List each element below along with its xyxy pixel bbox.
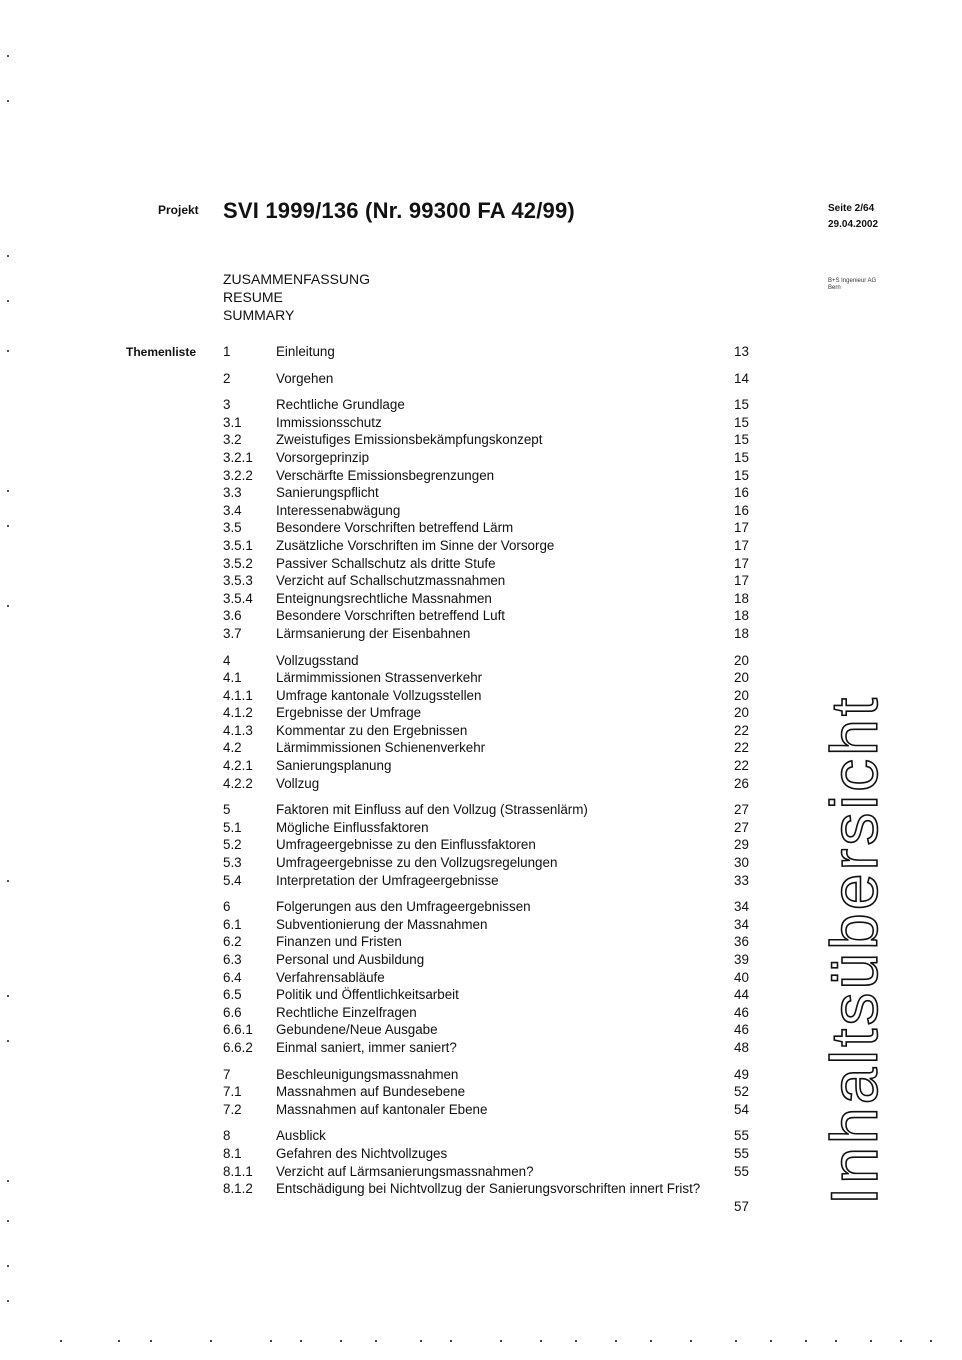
scan-dot bbox=[650, 1340, 652, 1342]
toc-entry-page: 20 bbox=[734, 670, 749, 686]
scan-dot bbox=[7, 55, 9, 57]
scan-dot bbox=[300, 1340, 302, 1342]
toc-entry-title: Enteignungsrechtliche Massnahmen bbox=[276, 590, 492, 606]
toc-entry bbox=[223, 537, 763, 555]
toc-entry bbox=[223, 431, 763, 449]
toc-entry bbox=[223, 1021, 763, 1039]
toc-entry-number: 3.6 bbox=[223, 608, 242, 624]
document-title: SVI 1999/136 (Nr. 99300 FA 42/99) bbox=[223, 198, 575, 223]
toc-entry-title: Ausblick bbox=[276, 1128, 326, 1144]
toc-entry-page: 57 bbox=[734, 1198, 749, 1214]
toc-entry-title: Ergebnisse der Umfrage bbox=[276, 705, 422, 721]
toc-entry-page: 34 bbox=[734, 916, 749, 932]
scan-dot bbox=[770, 1340, 772, 1342]
toc-entry-number: 6.1 bbox=[223, 916, 242, 932]
toc-entry bbox=[223, 933, 763, 951]
toc-entry-number: 3.5.1 bbox=[223, 537, 253, 553]
toc-entry-number: 4.1.3 bbox=[223, 722, 253, 738]
toc-entry-page: 52 bbox=[734, 1084, 749, 1100]
toc-entry-page: 55 bbox=[734, 1163, 749, 1179]
scan-dot bbox=[735, 1340, 737, 1342]
toc-entry-number: 4 bbox=[223, 652, 231, 668]
toc-entry-title: Verfahrensabläufe bbox=[276, 969, 385, 985]
toc-entry-page: 17 bbox=[734, 555, 749, 571]
heading-summary: SUMMARY bbox=[223, 307, 295, 323]
scan-dot bbox=[870, 1340, 872, 1342]
toc-entry bbox=[223, 969, 763, 987]
toc-entry bbox=[223, 467, 763, 485]
toc-entry-title: Zusätzliche Vorschriften im Sinne der Vorsorge bbox=[276, 537, 555, 553]
scan-dot bbox=[7, 1265, 9, 1267]
toc-entry-page: 15 bbox=[734, 467, 749, 483]
toc-entry-page: 26 bbox=[734, 775, 749, 791]
scan-dot bbox=[930, 1340, 932, 1342]
toc-entry-title: Rechtliche Grundlage bbox=[276, 397, 405, 413]
toc-entry-number: 8.1 bbox=[223, 1145, 242, 1161]
toc-entry-page: 17 bbox=[734, 573, 749, 589]
toc-entry bbox=[223, 449, 763, 467]
toc-entry-title: Umfrage kantonale Vollzugsstellen bbox=[276, 687, 482, 703]
toc-entry-page: 22 bbox=[734, 758, 749, 774]
scan-dot bbox=[540, 1340, 542, 1342]
toc-entry bbox=[223, 652, 763, 670]
toc-entry bbox=[223, 396, 763, 414]
toc-entry-number: 3.5.2 bbox=[223, 555, 253, 571]
toc-entry-title: Gebundene/Neue Ausgabe bbox=[276, 1022, 438, 1038]
toc-entry bbox=[223, 519, 763, 537]
toc-entry-number: 3.2 bbox=[223, 432, 242, 448]
toc-entry-title: Sanierungspflicht bbox=[276, 485, 379, 501]
toc-entry-title: Folgerungen aus den Umfrageergebnissen bbox=[276, 899, 531, 915]
toc-entry-number: 6.6 bbox=[223, 1004, 242, 1020]
toc-entry bbox=[223, 986, 763, 1004]
toc-entry-page: 16 bbox=[734, 485, 749, 501]
toc-entry bbox=[223, 916, 763, 934]
scan-dot bbox=[7, 1300, 9, 1302]
toc-entry bbox=[223, 898, 763, 916]
scan-dot bbox=[7, 525, 9, 527]
toc-entry bbox=[223, 625, 763, 643]
toc-entry-page: 16 bbox=[734, 502, 749, 518]
toc-entry bbox=[223, 1101, 763, 1119]
toc-entry-page: 27 bbox=[734, 802, 749, 818]
toc-entry-page: 15 bbox=[734, 414, 749, 430]
toc-entry-number: 3.2.1 bbox=[223, 449, 253, 465]
toc-entry-number: 6 bbox=[223, 899, 231, 915]
toc-entry-number: 5.1 bbox=[223, 819, 242, 835]
toc-entry-title: Lärmimmissionen Schienenverkehr bbox=[276, 740, 486, 756]
toc-entry-title: Subventionierung der Massnahmen bbox=[276, 916, 488, 932]
toc-entry-number: 2 bbox=[223, 370, 231, 386]
toc-entry-number: 6.2 bbox=[223, 934, 242, 950]
toc-entry-number: 4.2.1 bbox=[223, 758, 253, 774]
toc-entry bbox=[223, 343, 763, 361]
toc-entry bbox=[223, 1083, 763, 1101]
toc-entry-title: Vorsorgeprinzip bbox=[276, 449, 370, 465]
toc-entry-page: 15 bbox=[734, 397, 749, 413]
toc-entry-title: Mögliche Einflussfaktoren bbox=[276, 819, 429, 835]
scan-dot bbox=[7, 350, 9, 352]
toc-entry-page: 54 bbox=[734, 1101, 749, 1117]
toc-entry-page: 13 bbox=[734, 344, 749, 359]
scan-dot bbox=[420, 1340, 422, 1342]
toc-entry-page: 18 bbox=[734, 625, 749, 641]
toc-entry-page: 44 bbox=[734, 987, 749, 1003]
toc-entry-title: Vollzugsstand bbox=[276, 652, 359, 668]
scan-dot bbox=[7, 880, 9, 882]
toc-entry-page: 29 bbox=[734, 837, 749, 853]
toc-entry-number: 1 bbox=[223, 344, 231, 359]
firm-block bbox=[828, 278, 876, 292]
toc-entry-number: 3 bbox=[223, 397, 231, 413]
toc-entry-title: Beschleunigungsmassnahmen bbox=[276, 1066, 459, 1082]
scan-dot bbox=[500, 1340, 502, 1342]
toc-entry bbox=[223, 819, 763, 837]
toc-entry-title: Einmal saniert, immer saniert? bbox=[276, 1039, 457, 1055]
toc-entry-title: Entschädigung bei Nichtvollzug der Sanierungsvorschriften innert Frist? bbox=[276, 1181, 701, 1197]
toc-entry-title: Besondere Vorschriften betreffend Luft bbox=[276, 608, 506, 624]
toc-entry bbox=[223, 414, 763, 432]
toc-entry-title: Verzicht auf Schallschutzmassnahmen bbox=[276, 573, 506, 589]
toc-entry-page: 46 bbox=[734, 1022, 749, 1038]
vertical-title: Inhaltsübersicht bbox=[817, 694, 891, 1206]
toc-entry-number: 4.1 bbox=[223, 670, 242, 686]
document-date: 29.04.2002 bbox=[828, 219, 879, 230]
toc-entry-title: Einleitung bbox=[276, 344, 335, 359]
toc-entry-page: 33 bbox=[734, 872, 749, 888]
toc-entry bbox=[223, 590, 763, 608]
toc-entry-number: 6.4 bbox=[223, 969, 242, 985]
toc-entry-number: 4.1.1 bbox=[223, 687, 253, 703]
toc-entry bbox=[223, 951, 763, 969]
toc-entry-page: 14 bbox=[734, 370, 749, 386]
toc-entry-title: Verschärfte Emissionsbegrenzungen bbox=[276, 467, 495, 483]
toc-entry-title: Massnahmen auf Bundesebene bbox=[276, 1084, 466, 1100]
toc-entry-page: 34 bbox=[734, 899, 749, 915]
toc-entry-title: Umfrageergebnisse zu den Vollzugsregelungen bbox=[276, 855, 558, 871]
toc-entry-title: Faktoren mit Einfluss auf den Vollzug (Strassenlärm) bbox=[276, 802, 588, 818]
page-info bbox=[828, 201, 878, 233]
toc-entry-number: 8 bbox=[223, 1128, 231, 1144]
toc-entry-page: 55 bbox=[734, 1128, 749, 1144]
toc-entry-number: 5.4 bbox=[223, 872, 242, 888]
toc-entry-title: Interessenabwägung bbox=[276, 502, 401, 518]
toc-entry bbox=[223, 1066, 763, 1084]
scan-dot bbox=[7, 100, 9, 102]
toc-entry-page: 18 bbox=[734, 590, 749, 606]
toc-entry-title: Vorgehen bbox=[276, 370, 334, 386]
toc-entry bbox=[223, 555, 763, 573]
scan-dot bbox=[7, 300, 9, 302]
toc-entry-page: 46 bbox=[734, 1004, 749, 1020]
toc-entry bbox=[223, 854, 763, 872]
toc-entry bbox=[223, 607, 763, 625]
toc-entry bbox=[223, 1145, 763, 1163]
toc-entry-number: 3.1 bbox=[223, 414, 242, 430]
toc-entry-number: 3.5 bbox=[223, 520, 242, 536]
toc-entry-number: 3.4 bbox=[223, 502, 242, 518]
scan-dot bbox=[7, 1180, 9, 1182]
toc-entry bbox=[223, 370, 763, 388]
toc-entry-title: Rechtliche Einzelfragen bbox=[276, 1004, 417, 1020]
project-label: Projekt bbox=[158, 203, 199, 217]
toc-entry bbox=[223, 1180, 763, 1215]
toc-entry bbox=[223, 1127, 763, 1145]
toc-entry-number: 4.1.2 bbox=[223, 705, 253, 721]
heading-zusammenfassung: ZUSAMMENFASSUNG bbox=[223, 271, 371, 287]
toc-entry-page: 20 bbox=[734, 687, 749, 703]
toc-entry bbox=[223, 1039, 763, 1057]
toc-entry-title: Politik und Öffentlichkeitsarbeit bbox=[276, 987, 459, 1003]
toc-entry bbox=[223, 704, 763, 722]
scan-dot bbox=[7, 1040, 9, 1042]
firm-line: Bern bbox=[828, 285, 841, 291]
toc-entry-number: 3.5.3 bbox=[223, 573, 253, 589]
scan-dot bbox=[7, 490, 9, 492]
toc-entry-number: 6.3 bbox=[223, 952, 242, 967]
toc-entry-page: 49 bbox=[734, 1066, 749, 1082]
toc-entry bbox=[223, 502, 763, 520]
toc-entry-page: 39 bbox=[734, 952, 749, 967]
scan-dot bbox=[7, 1220, 9, 1222]
scan-dot bbox=[575, 1340, 577, 1342]
toc-entry-number: 3.5.4 bbox=[223, 590, 253, 606]
toc-entry bbox=[223, 687, 763, 705]
toc-entry-number: 8.1.1 bbox=[223, 1163, 253, 1179]
toc-entry-page: 55 bbox=[734, 1145, 749, 1161]
scan-dot bbox=[615, 1340, 617, 1342]
toc-entry-number: 3.7 bbox=[223, 625, 242, 641]
toc-entry-title: Zweistufiges Emissionsbekämpfungskonzept bbox=[276, 432, 543, 448]
toc-entry-number: 5.3 bbox=[223, 855, 242, 871]
toc-entry-title: Gefahren des Nichtvollzuges bbox=[276, 1145, 448, 1161]
toc-entry-number: 7 bbox=[223, 1066, 231, 1082]
toc-label: Themenliste bbox=[126, 345, 197, 359]
toc-entry-page: 22 bbox=[734, 722, 749, 738]
scan-dot bbox=[210, 1340, 212, 1342]
scan-dot bbox=[690, 1340, 692, 1342]
table-of-contents bbox=[223, 343, 763, 1215]
toc-entry-title: Immissionsschutz bbox=[276, 414, 382, 430]
scan-dot bbox=[270, 1340, 272, 1342]
scan-dot bbox=[118, 1340, 120, 1342]
toc-entry-title: Personal und Ausbildung bbox=[276, 952, 425, 967]
toc-entry-number: 6.6.2 bbox=[223, 1039, 253, 1055]
toc-entry-page: 36 bbox=[734, 934, 749, 950]
toc-entry bbox=[223, 484, 763, 502]
scan-dot bbox=[7, 605, 9, 607]
scan-dot bbox=[340, 1340, 342, 1342]
toc-entry-number: 6.6.1 bbox=[223, 1022, 253, 1038]
toc-entry-page: 18 bbox=[734, 608, 749, 624]
toc-entry-number: 7.2 bbox=[223, 1101, 242, 1117]
toc-entry bbox=[223, 1004, 763, 1022]
toc-entry-page: 15 bbox=[734, 432, 749, 448]
toc-entry-page: 20 bbox=[734, 705, 749, 721]
toc-entry-page: 30 bbox=[734, 855, 749, 871]
toc-entry-page: 17 bbox=[734, 537, 749, 553]
toc-entry bbox=[223, 722, 763, 740]
toc-entry-number: 6.5 bbox=[223, 987, 242, 1003]
toc-entry-title: Lärmimmissionen Strassenverkehr bbox=[276, 670, 483, 686]
bottom-scan-dots bbox=[0, 1340, 962, 1350]
toc-entry-number: 3.2.2 bbox=[223, 467, 253, 483]
toc-entry-number: 5 bbox=[223, 802, 231, 818]
toc-entry bbox=[223, 572, 763, 590]
scan-dot bbox=[60, 1340, 62, 1342]
page-number: Seite 2/64 bbox=[828, 203, 875, 214]
toc-entry-page: 17 bbox=[734, 520, 749, 536]
toc-entry bbox=[223, 836, 763, 854]
toc-entry bbox=[223, 757, 763, 775]
toc-entry-title: Verzicht auf Lärmsanierungsmassnahmen? bbox=[276, 1163, 534, 1179]
toc-entry bbox=[223, 775, 763, 793]
toc-entry-title: Interpretation der Umfrageergebnisse bbox=[276, 872, 499, 888]
scan-dot bbox=[900, 1340, 902, 1342]
toc-entry bbox=[223, 801, 763, 819]
scan-dot bbox=[835, 1340, 837, 1342]
toc-entry-page: 40 bbox=[734, 969, 749, 985]
toc-entry-title: Kommentar zu den Ergebnissen bbox=[276, 722, 468, 738]
heading-resume: RESUME bbox=[223, 289, 283, 305]
toc-entry bbox=[223, 669, 763, 687]
toc-entry-title: Lärmsanierung der Eisenbahnen bbox=[276, 625, 471, 641]
toc-entry-number: 8.1.2 bbox=[223, 1181, 253, 1197]
toc-entry-page: 27 bbox=[734, 819, 749, 835]
toc-entry-title: Besondere Vorschriften betreffend Lärm bbox=[276, 520, 514, 536]
toc-entry-title: Sanierungsplanung bbox=[276, 758, 392, 774]
toc-entry-number: 3.3 bbox=[223, 485, 242, 501]
toc-entry-title: Finanzen und Fristen bbox=[276, 934, 402, 950]
toc-entry-number: 5.2 bbox=[223, 837, 242, 853]
toc-entry-page: 22 bbox=[734, 740, 749, 756]
scan-dot bbox=[7, 255, 9, 257]
toc-entry bbox=[223, 739, 763, 757]
toc-entry-title: Massnahmen auf kantonaler Ebene bbox=[276, 1101, 488, 1117]
toc-entry-number: 4.2 bbox=[223, 740, 242, 756]
toc-entry-title: Passiver Schallschutz als dritte Stufe bbox=[276, 555, 496, 571]
toc-entry bbox=[223, 1163, 763, 1181]
toc-entry-page: 15 bbox=[734, 449, 749, 465]
scan-dot bbox=[450, 1340, 452, 1342]
scan-dot bbox=[805, 1340, 807, 1342]
toc-entry-number: 7.1 bbox=[223, 1084, 242, 1100]
toc-entry-page: 48 bbox=[734, 1039, 749, 1055]
toc-entry-title: Vollzug bbox=[276, 775, 320, 791]
firm-line: B+S Ingenieur AG bbox=[828, 278, 877, 284]
toc-entry bbox=[223, 872, 763, 890]
toc-entry-page: 20 bbox=[734, 652, 749, 668]
toc-entry-number: 4.2.2 bbox=[223, 775, 253, 791]
toc-entry-title: Umfrageergebnisse zu den Einflussfaktoren bbox=[276, 837, 536, 853]
scan-dot bbox=[7, 995, 9, 997]
summary-headings bbox=[223, 270, 370, 324]
scan-dot bbox=[375, 1340, 377, 1342]
scan-dot bbox=[150, 1340, 152, 1342]
